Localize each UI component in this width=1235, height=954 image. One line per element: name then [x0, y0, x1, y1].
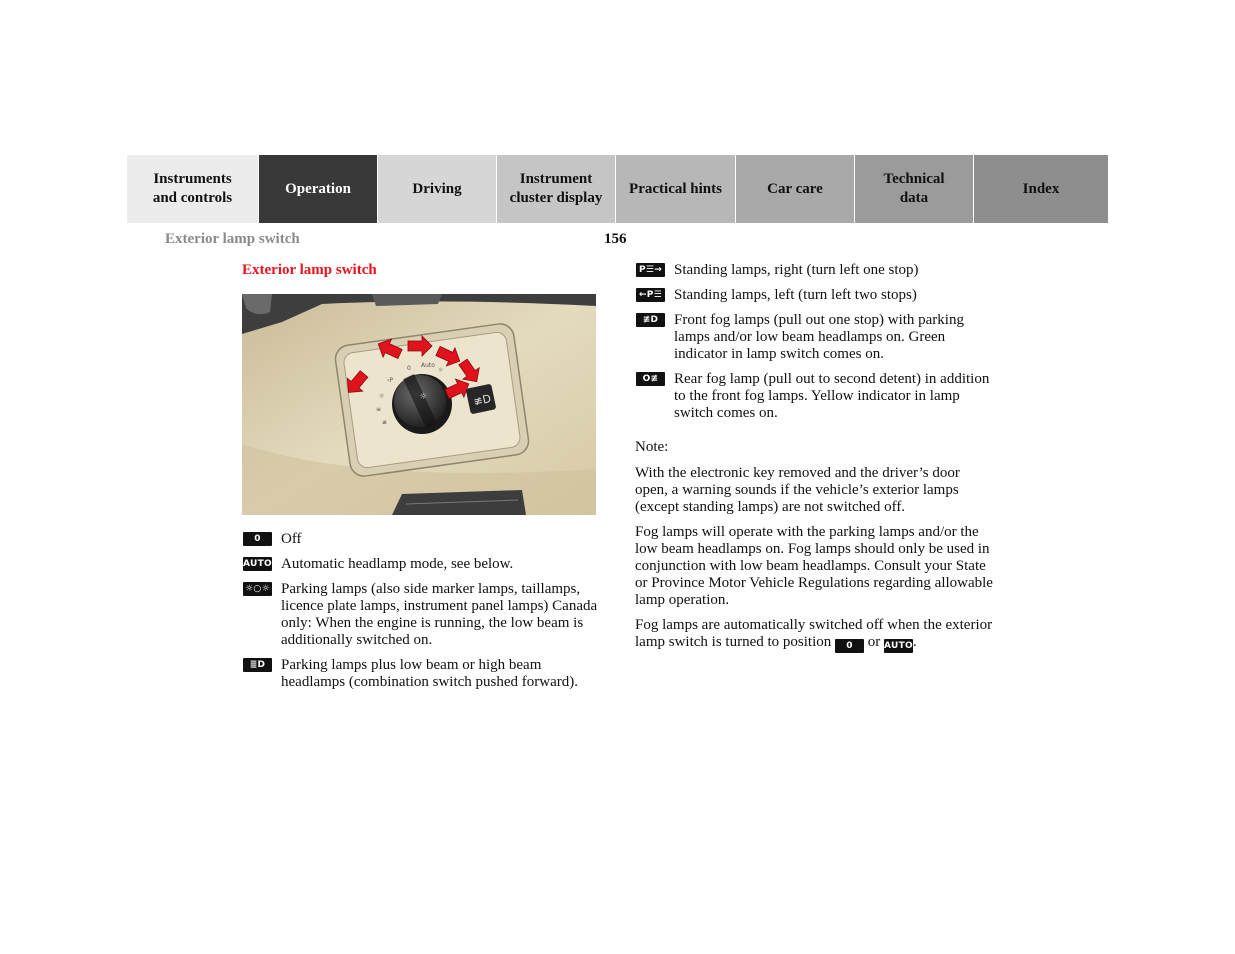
list-item-standing-left	[635, 287, 995, 304]
svg-text:≡: ≡	[376, 406, 382, 413]
note-paragraph-key-warning: With the electronic key removed and the driver’s door open, a warning sounds if the vehicle’s exterior lamps (except standing lamps) are not switched off.	[635, 465, 960, 515]
page-number: 156	[604, 231, 627, 247]
standing-lamps-left-symbol-icon: ←P☰	[636, 288, 665, 302]
switch-off-symbol-icon: 0	[243, 532, 272, 546]
low-beam-symbol-icon: ≣D	[243, 658, 272, 672]
lamp-switch-drawing	[242, 294, 596, 515]
svg-text:≢D: ≢D	[472, 392, 493, 409]
switch-off-symbol-icon: 0	[835, 639, 864, 653]
note-or-text: or	[867, 634, 881, 650]
note-paragraph-fog-off	[635, 617, 995, 653]
list-item-text: Parking lamps plus low beam or high beam headlamps (combination switch pushed forward).	[281, 657, 579, 690]
front-fog-lamp-symbol-icon: ≢D	[636, 313, 665, 327]
parking-lamps-symbol-icon: ☼○☼	[243, 582, 272, 596]
list-item-standing-right	[635, 262, 995, 279]
tab-instruments-and-controls[interactable]: Instruments and controls	[127, 155, 259, 223]
list-item-text: Off	[281, 531, 302, 547]
auto-mode-symbol-icon: AUTO	[243, 559, 272, 569]
tab-technical-data[interactable]: Technical data	[855, 155, 974, 223]
chapter-tabs	[127, 155, 1108, 223]
list-item-parking-lamps	[242, 581, 602, 649]
list-item-text: Parking lamps (also side marker lamps, taillamps, licence plate lamps, instrument panel lamps) Canada only: When the engine is running, the low beam is additionally switched on.	[281, 581, 598, 648]
tab-instrument-cluster-display[interactable]: Instrument cluster display	[497, 155, 616, 223]
list-item-front-fog	[635, 312, 995, 363]
tab-operation[interactable]: Operation	[259, 155, 378, 223]
list-item-auto	[242, 556, 602, 573]
list-item-text: Standing lamps, right (turn left one stop)	[674, 262, 919, 278]
list-item-low-beam	[242, 657, 602, 691]
note-label: Note:	[635, 439, 669, 455]
tab-index[interactable]: Index	[974, 155, 1108, 223]
svg-text:☼: ☼	[418, 392, 428, 402]
standing-lamps-right-symbol-icon: P☰→	[636, 263, 665, 277]
svg-text:☼: ☼	[379, 393, 385, 400]
tab-driving[interactable]: Driving	[378, 155, 497, 223]
tab-car-care[interactable]: Car care	[736, 155, 855, 223]
section-title: Exterior lamp switch	[242, 262, 377, 278]
notes-block	[635, 439, 995, 661]
note-fog-off-text: Fog lamps are automatically switched off when the exterior lamp switch is turned to position	[635, 617, 993, 650]
note-period: .	[913, 634, 917, 650]
list-item-text: Automatic headlamp mode, see below.	[281, 556, 514, 572]
svg-text:‹P: ‹P	[387, 377, 394, 384]
list-item-text: Rear fog lamp (pull out to second detent) in addition to the front fog lamps. Yellow indicator in lamp switch comes on.	[674, 371, 990, 421]
svg-text:☼: ☼	[438, 367, 444, 374]
tab-practical-hints[interactable]: Practical hints	[616, 155, 736, 223]
lamp-switch-illustration	[242, 294, 596, 515]
svg-text:0: 0	[407, 365, 411, 372]
list-item-text: Standing lamps, left (turn left two stops)	[674, 287, 917, 303]
svg-text:≢: ≢	[382, 419, 388, 426]
right-symbol-list	[635, 262, 995, 430]
knob-auto-label: Auto	[421, 362, 435, 369]
auto-mode-symbol-icon: AUTO	[884, 641, 913, 651]
left-symbol-list	[242, 531, 602, 699]
rear-fog-lamp-symbol-icon: O≢	[636, 372, 665, 386]
list-item-text: Front fog lamps (pull out one stop) with parking lamps and/or low beam headlamps on. Green indicator in lamp switch comes on.	[674, 312, 964, 362]
running-header: Exterior lamp switch	[165, 231, 300, 247]
note-paragraph-fog-operation: Fog lamps will operate with the parking lamps and/or the low beam headlamps on. Fog lamps should only be used in conjunction with low beam headlamps. Consult your State or Province Motor Vehicle Regulations regarding allowable lamp operation.	[635, 524, 993, 608]
list-item-off	[242, 531, 602, 548]
list-item-rear-fog	[635, 371, 995, 422]
